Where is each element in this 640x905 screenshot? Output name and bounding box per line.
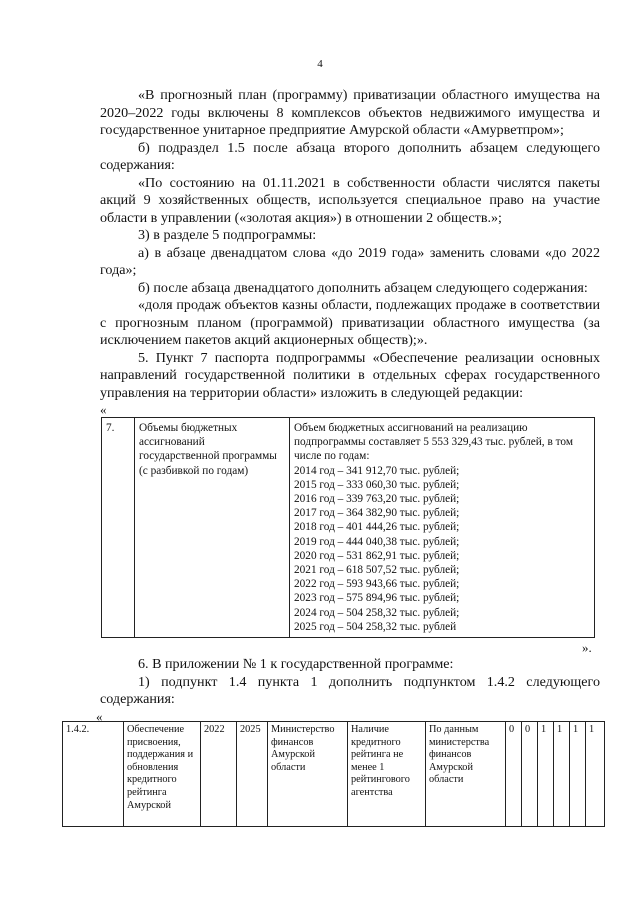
year-amount: 2022 год – 593 943,66 тыс. рублей;	[294, 578, 460, 591]
indicator-code: 1.4.2.	[63, 722, 124, 827]
paragraph: а) в абзаце двенадцатом слова «до 2019 года» заменить словами «до 2022 года»;	[100, 244, 600, 278]
paragraph: б) после абзаца двенадцатого дополнить абзацем следующего содержания:	[138, 279, 588, 296]
year-amount: 2021 год – 618 507,52 тыс. рублей;	[294, 564, 460, 577]
year-amount: 2020 год – 531 862,91 тыс. рублей;	[294, 549, 460, 562]
indicator-table	[62, 721, 605, 827]
indicator-value: 1	[554, 722, 570, 827]
indicator-source: По данным министерства финансов Амурской области	[426, 722, 506, 827]
passport-item-label: Объемы бюджетных ассигнований государственной программы (с разбивкой по годам)	[135, 418, 290, 638]
paragraph: 3) в разделе 5 подпрограммы:	[138, 227, 317, 243]
indicator-value: 1	[570, 722, 586, 827]
year-amount: 2017 год – 364 382,90 тыс. рублей;	[294, 507, 460, 520]
quote-open-mark-2: «	[96, 709, 103, 724]
passport-item-number: 7.	[102, 418, 135, 638]
year-amount: 2016 год – 339 763,20 тыс. рублей;	[294, 493, 460, 506]
indicator-value: 0	[522, 722, 538, 827]
indicator-value: 1	[586, 722, 605, 827]
year-amount: 2018 год – 401 444,26 тыс. рублей;	[294, 521, 460, 534]
year-amount: 2014 год – 341 912,70 тыс. рублей;	[294, 464, 460, 477]
indicator-name: Обеспечение присвоения, поддержания и обновления кредитного рейтинга Амурской	[124, 722, 201, 827]
table-row	[63, 722, 605, 827]
year-amount: 2025 год – 504 258,32 тыс. рублей	[294, 620, 457, 633]
paragraph: «По состоянию на 01.11.2021 в собственности области числятся пакеты акций 9 хозяйственных обществ, используется специальное право на участие области в управлении («золотая акция») в отношении 2 обществ.»;	[100, 174, 600, 226]
page-number: 4	[317, 58, 323, 70]
indicator-year-start: 2022	[201, 722, 237, 827]
passport-table	[101, 417, 595, 638]
section-6	[100, 656, 600, 709]
table-row	[102, 418, 595, 638]
year-amount: 2015 год – 333 060,30 тыс. рублей;	[294, 478, 460, 491]
paragraph: 6. В приложении № 1 к государственной программе:	[138, 656, 454, 672]
document-body	[100, 87, 600, 402]
paragraph: 1) подпункт 1.4 пункта 1 дополнить подпунктом 1.4.2 следующего содержания:	[100, 673, 600, 707]
paragraph: «В прогнозный план (программу) приватизации областного имущества на 2020–2022 годы включены 8 комплексов объектов недвижимого имущества и государственное унитарное предприятие Амурской области «Амурветпром»;	[100, 87, 600, 138]
indicator-description: Наличие кредитного рейтинга не менее 1 рейтингового агентства	[348, 722, 426, 827]
paragraph: 5. Пункт 7 паспорта подпрограммы «Обеспечение реализации основных направлений государственной политики в отдельных сферах государственного управления на территории области» изложить в следующей редакции:	[100, 349, 600, 401]
paragraph: «доля продаж объектов казны области, подлежащих продаже в соответствии с прогнозным планом (программой) приватизации областного имущества (за исключением пакетов акций акционерных обществ);».	[100, 297, 600, 348]
indicator-value: 0	[506, 722, 522, 827]
year-amount: 2024 год – 504 258,32 тыс. рублей;	[294, 606, 460, 619]
quote-open-mark: «	[100, 402, 107, 417]
indicator-value: 1	[538, 722, 554, 827]
indicator-executor: Министерство финансов Амурской области	[268, 722, 348, 827]
indicator-year-end: 2025	[237, 722, 268, 827]
quote-close-mark: ».	[582, 640, 592, 655]
passport-item-value	[290, 418, 595, 638]
passport-intro: Объем бюджетных ассигнований на реализацию подпрограммы составляет 5 553 329,43 тыс. рублей, в том числе по годам:	[294, 422, 573, 463]
year-amount: 2019 год – 444 040,38 тыс. рублей;	[294, 535, 460, 548]
paragraph: б) подраздел 1.5 после абзаца второго дополнить абзацем следующего содержания:	[100, 139, 600, 173]
year-amount: 2023 год – 575 894,96 тыс. рублей;	[294, 592, 460, 605]
